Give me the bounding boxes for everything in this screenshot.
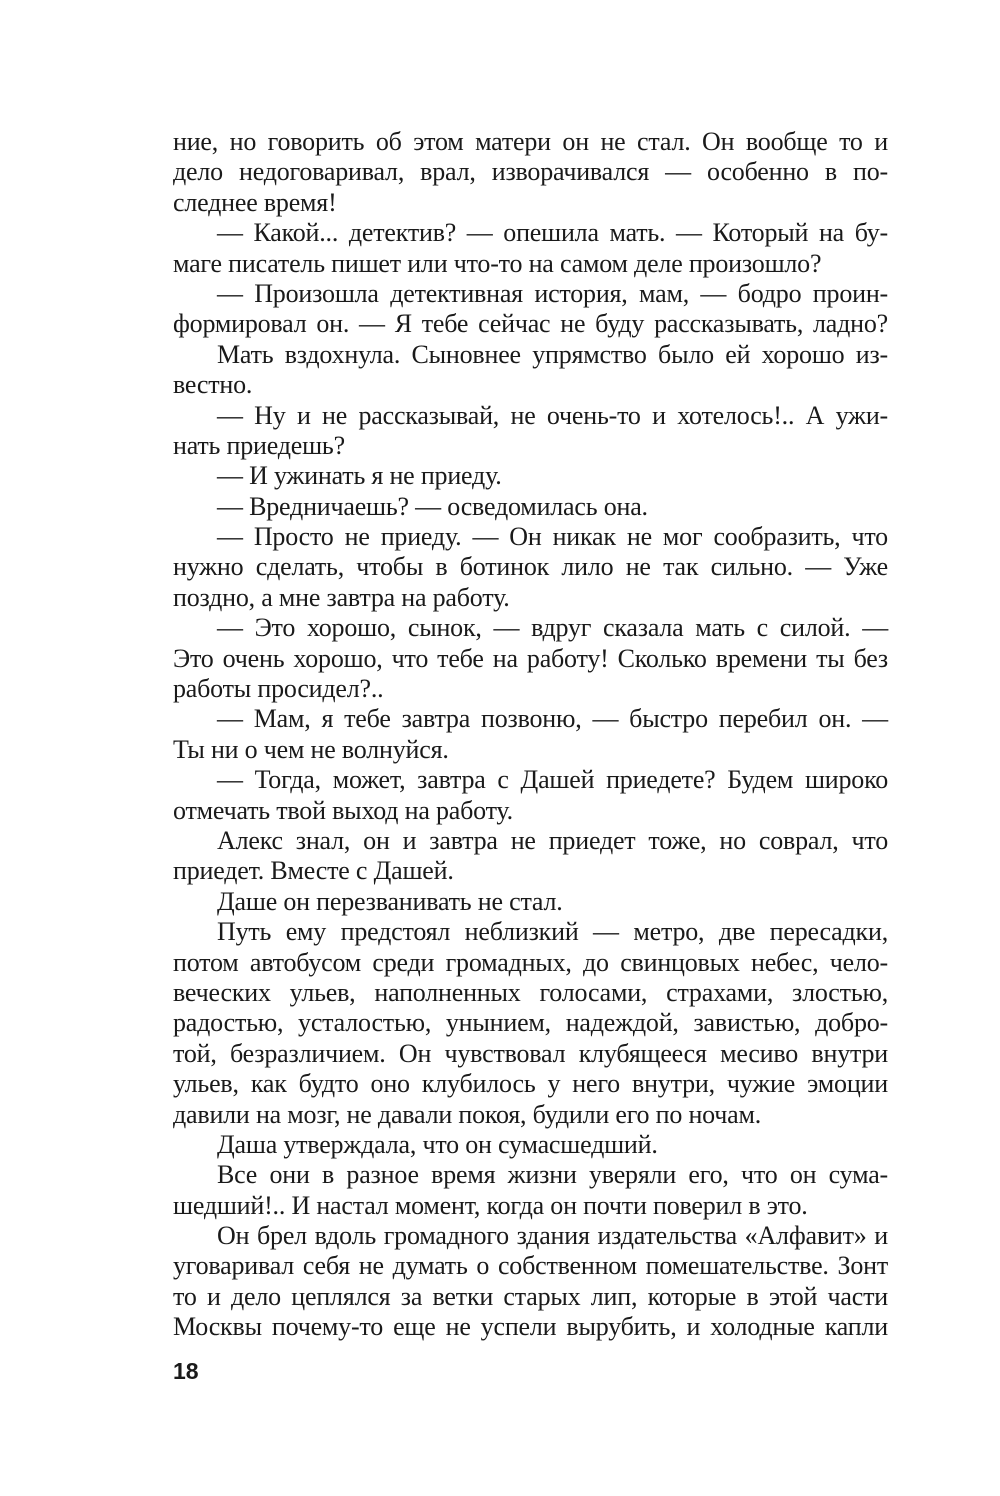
text-line: вестно. xyxy=(173,370,253,400)
text-line: Даше он перезванивать не стал. xyxy=(217,886,563,916)
text-line: то и дело цеплялся за ветки старых лип, которые в этой части xyxy=(173,1281,888,1311)
text-line: — Это хорошо, сынок, — вдруг сказала мать с силой. — xyxy=(217,613,888,643)
body-text xyxy=(173,127,888,1343)
text-line: — Ну и не рассказывай, не очень-то и хотелось!.. А ужи- xyxy=(217,400,888,430)
text-line: Алекс знал, он и завтра не приедет тоже, но соврал, что xyxy=(217,825,888,855)
text-line: Путь ему предстоял неблизкий — метро, две пересадки, xyxy=(217,917,888,947)
text-line: маге писатель пишет или что-то на самом деле произошло? xyxy=(173,248,822,278)
text-line: нужно сделать, чтобы в ботинок лило не так сильно. — Уже xyxy=(173,552,888,582)
text-line: веческих ульев, наполненных голосами, страхами, злостью, xyxy=(173,977,888,1007)
text-line: Он брел вдоль громадного здания издательства «Алфавит» и xyxy=(217,1221,888,1251)
text-line: той, безразличием. Он чувствовал клубящееся месиво внутри xyxy=(173,1038,888,1068)
text-line: — Мам, я тебе завтра позвоню, — быстро перебил он. — xyxy=(217,704,888,734)
text-line: ульев, как будто оно клубилось у него внутри, чужие эмоции xyxy=(173,1069,888,1099)
text-line: нать приедешь? xyxy=(173,430,345,460)
text-line: шедший!.. И настал момент, когда он почти поверил в это. xyxy=(173,1190,808,1220)
text-line: — И ужинать я не приеду. xyxy=(217,461,502,491)
text-line: отмечать твой выход на работу. xyxy=(173,795,513,825)
text-line: уговаривал себя не думать о собственном помешательстве. Зонт xyxy=(173,1251,888,1281)
text-line: Это очень хорошо, что тебе на работу! Сколько времени ты без xyxy=(173,643,888,673)
text-line: приедет. Вместе с Дашей. xyxy=(173,856,454,886)
text-line: следнее время! xyxy=(173,187,337,217)
text-line: — Произошла детективная история, мам, — бодро проин- xyxy=(217,278,888,308)
text-line: — Какой... детектив? — опешила мать. — Который на бу- xyxy=(217,218,888,248)
text-line: формировал он. — Я тебе сейчас не буду рассказывать, ладно? xyxy=(173,309,888,339)
text-line: радостью, усталостью, унынием, надеждой, завистью, добро- xyxy=(173,1008,888,1038)
text-line: Ты ни о чем не волнуйся. xyxy=(173,734,449,764)
page-number: 18 xyxy=(173,1358,199,1384)
text-line: поздно, а мне завтра на работу. xyxy=(173,582,510,612)
text-line: давили на мозг, не давали покоя, будили его по ночам. xyxy=(173,1099,762,1129)
text-line: работы просидел?.. xyxy=(173,674,384,704)
text-line: — Просто не приеду. — Он никак не мог сообразить, что xyxy=(217,522,888,552)
text-line: ние, но говорить об этом матери он не стал. Он вообще то и xyxy=(173,127,888,156)
text-line: Москвы почему-то еще не успели вырубить, и холодные капли xyxy=(173,1312,888,1342)
text-line: Мать вздохнула. Сыновнее упрямство было ей хорошо из- xyxy=(217,339,888,369)
text-line: — Тогда, может, завтра с Дашей приедете? Будем широко xyxy=(217,765,888,795)
text-line: Даша утверждала, что он сумасшедший. xyxy=(217,1129,658,1159)
text-line: дело недоговаривал, врал, изворачивался — особенно в по- xyxy=(173,157,888,187)
text-line: потом автобусом среди громадных, до свинцовых небес, чело- xyxy=(173,947,888,977)
text-line: Все они в разное время жизни уверяли его, что он сума- xyxy=(217,1160,888,1190)
text-line: — Вредничаешь? — осведомилась она. xyxy=(217,491,648,521)
